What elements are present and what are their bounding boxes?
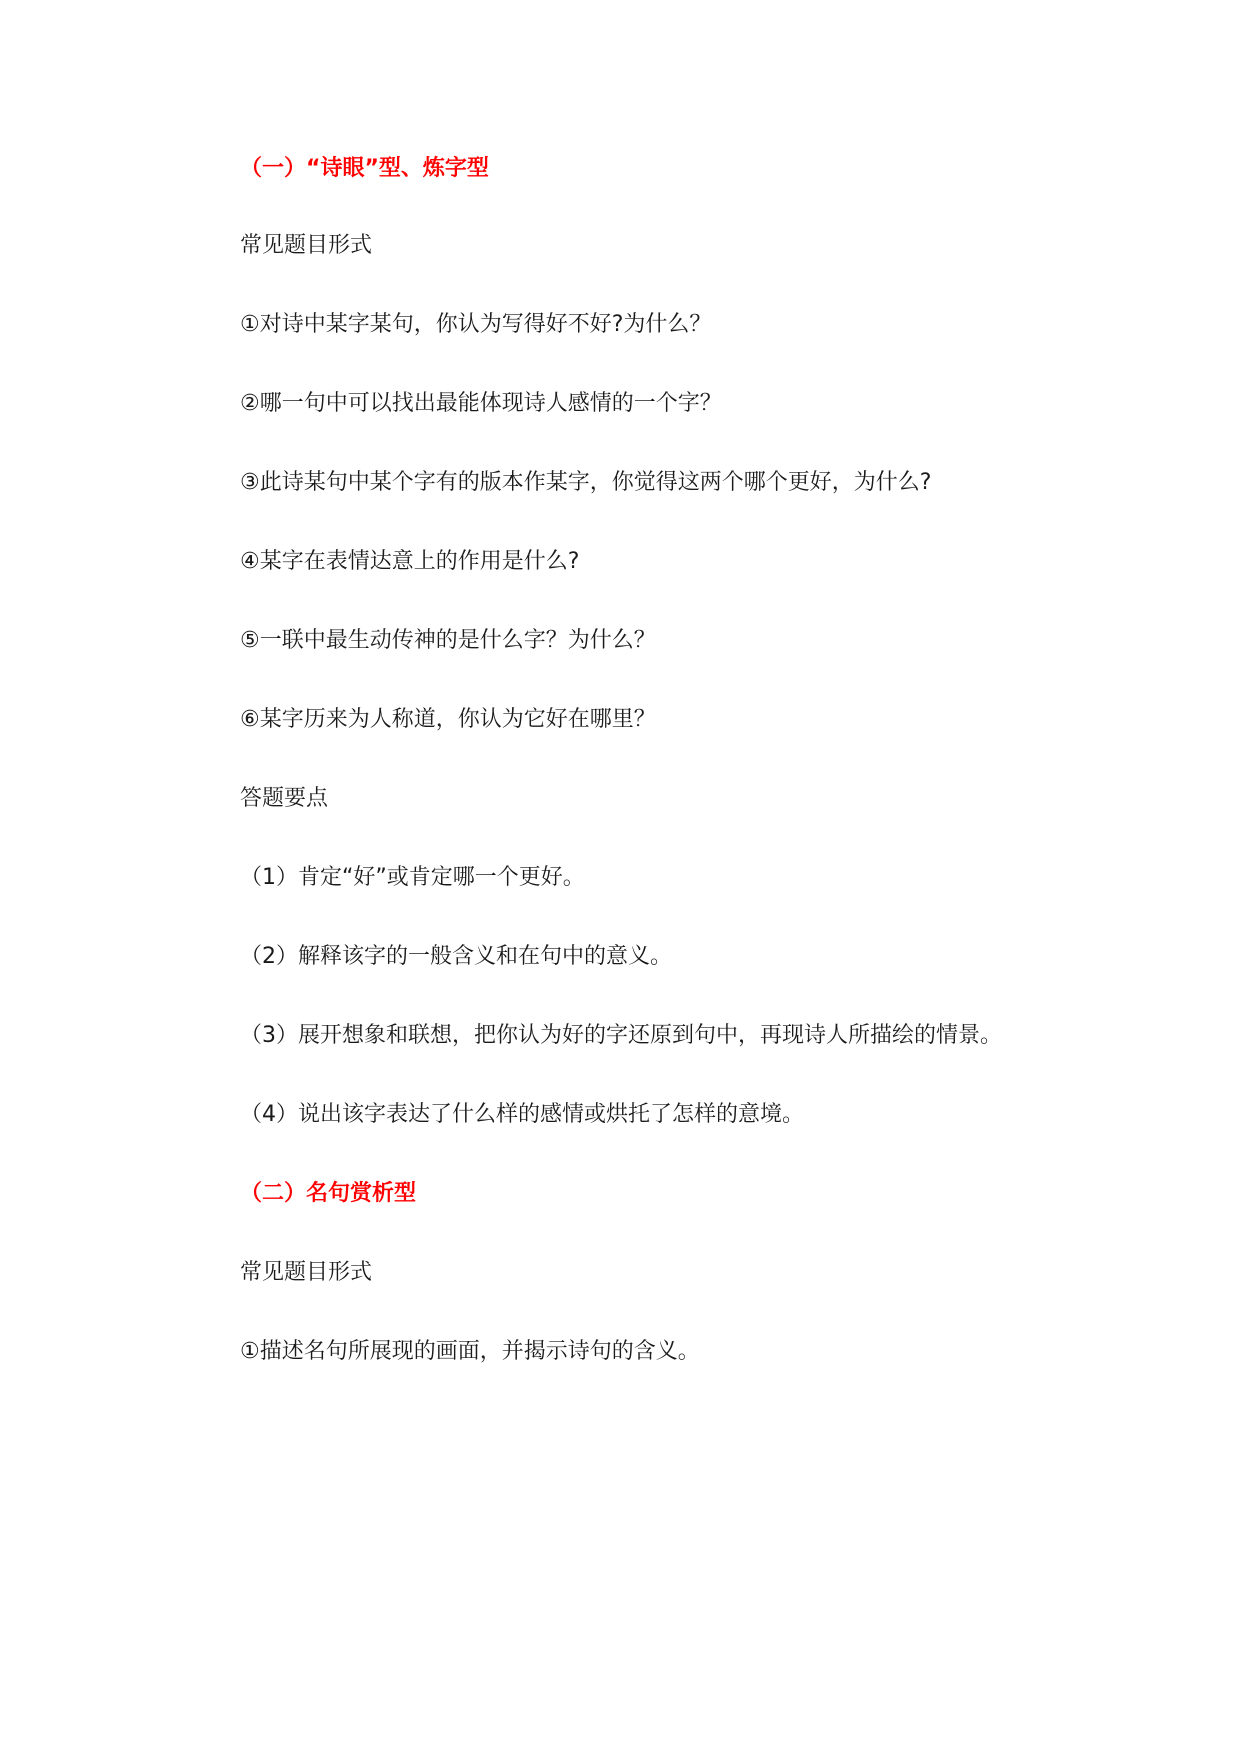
section-2-question-label: 常见题目形式 <box>240 1260 373 1285</box>
section-1-question-3: ③此诗某句中某个字有的版本作某字，你觉得这两个哪个更好，为什么? <box>240 470 932 495</box>
section-1-heading: （一）“诗眼”型、炼字型 <box>240 156 489 181</box>
section-1-question-4: ④某字在表情达意上的作用是什么? <box>240 549 580 574</box>
section-1-question-5: ⑤一联中最生动传神的是什么字？为什么？ <box>240 628 656 653</box>
section-1-answer-3: （3）展开想象和联想，把你认为好的字还原到句中，再现诗人所描绘的情景。 <box>240 1023 1002 1048</box>
section-1-answer-2: （2）解释该字的一般含义和在句中的意义。 <box>240 944 672 969</box>
section-1-answer-4: （4）说出该字表达了什么样的感情或烘托了怎样的意境。 <box>240 1102 804 1127</box>
section-1-question-label: 常见题目形式 <box>240 233 373 258</box>
section-2-question-1: ①描述名句所展现的画面，并揭示诗句的含义。 <box>240 1339 700 1364</box>
section-1-answer-1: （1）肯定“好”或肯定哪一个更好。 <box>240 865 585 890</box>
section-1-question-6: ⑥某字历来为人称道，你认为它好在哪里？ <box>240 707 656 732</box>
section-1-answer-label: 答题要点 <box>240 786 329 811</box>
section-2-heading: （二）名句赏析型 <box>240 1181 417 1206</box>
section-1-question-2: ②哪一句中可以找出最能体现诗人感情的一个字？ <box>240 391 722 416</box>
section-1-question-1: ①对诗中某字某句，你认为写得好不好?为什么？ <box>240 312 712 337</box>
